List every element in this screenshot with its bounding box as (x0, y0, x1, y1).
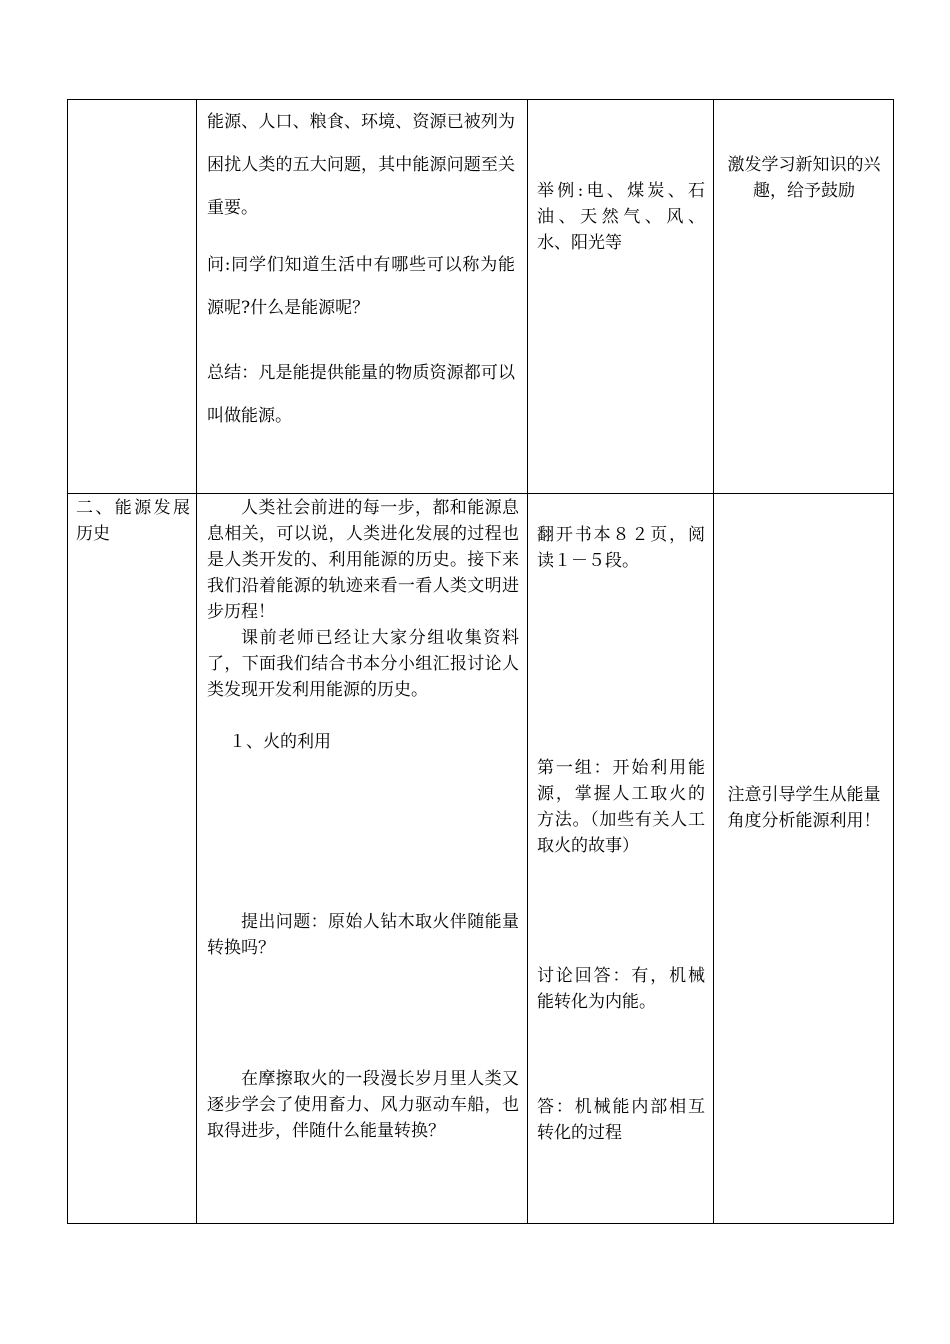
table-border-bottom (67, 1223, 894, 1224)
row1-content-para3: 总结：凡是能提供能量的物质资源都可以叫做能源。 (207, 363, 515, 426)
row2-answer: 答：机械能内部相互转化的过程 (537, 1097, 705, 1143)
lesson-table (67, 99, 894, 1224)
row1-design-intent: 激发学习新知识的兴趣，给予鼓励 (727, 155, 881, 201)
row2-question1: 提出问题：原始人钻木取火伴随能量转换吗？ (207, 912, 519, 958)
row1-content-para2: 问:同学们知道生活中有哪些可以称为能源呢?什么是能源呢？ (207, 255, 515, 318)
row2-discussion-answer: 讨论回答：有，机械能转化为内能。 (537, 966, 705, 1012)
table-border-left (67, 99, 68, 1224)
table-border-right (893, 99, 894, 1224)
row2-question2: 在摩擦取火的一段漫长岁月里人类又逐步学会了使用畜力、风力驱动车船，也取得进步，伴随什么能量转换？ (207, 1069, 519, 1141)
row2-content-para2: 课前老师已经让大家分组收集资料了，下面我们结合书本分小组汇报讨论人类发现开发利用能源的历史。 (207, 628, 519, 700)
row2-design-intent: 注意引导学生从能量角度分析能源利用！ (727, 785, 881, 831)
row2-section-title: 二、能源发展历史 (76, 498, 190, 544)
row2-item-fire: １、火的利用 (229, 732, 331, 752)
table-border-top (67, 99, 894, 100)
row2-content-para1: 人类社会前进的每一步，都和能源息息相关，可以说，人类进化发展的过程也是人类开发的、利用能源的历史。接下来我们沿着能源的轨迹来看一看人类文明进步历程！ (207, 498, 519, 622)
row2-group1-report: 第一组：开始利用能源，掌握人工取火的方法。（加些有关人工取火的故事） (537, 758, 705, 856)
table-divider-3 (713, 99, 714, 1224)
row1-content-para1: 能源、人口、粮食、环境、资源已被列为困扰人类的五大问题，其中能源问题至关重要。 (207, 112, 515, 218)
table-row-divider (67, 493, 894, 494)
table-divider-1 (196, 99, 197, 1224)
row2-student-read: 翻开书本８２页，阅读１－５段。 (537, 525, 705, 571)
row1-student-activity: 举例:电、煤炭、石油、天然气、风、水、阳光等 (537, 181, 705, 253)
table-divider-2 (527, 99, 528, 1224)
